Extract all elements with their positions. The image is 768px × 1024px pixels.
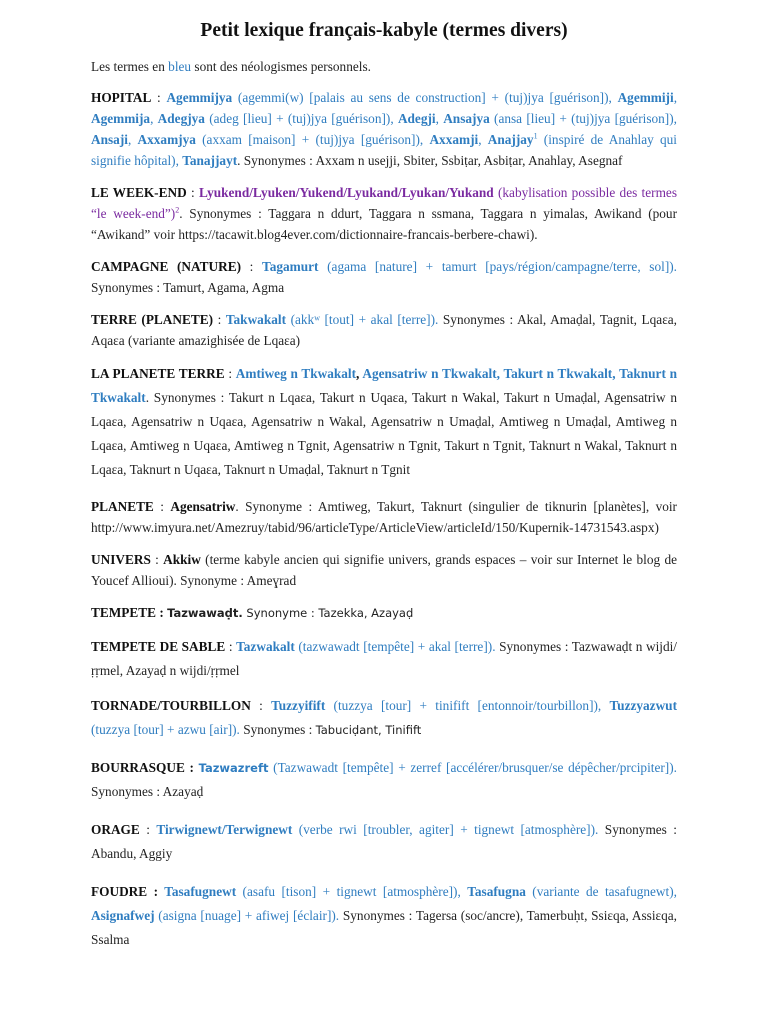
etymology: (adeg [lieu] + (tuj)jya [guérison]), <box>204 111 398 126</box>
synonyms-label: Synonymes : <box>239 722 316 737</box>
separator: : <box>139 822 157 837</box>
separator: : <box>250 698 272 713</box>
separator: : <box>241 259 263 274</box>
neologism: Tazwakalt <box>236 639 295 654</box>
headword: BOURRASQUE : <box>91 760 199 775</box>
headword: TEMPETE DE SABLE <box>91 639 226 654</box>
intro-paragraph <box>91 56 677 77</box>
neologism: Tirwignewt/Terwignewt <box>156 822 293 837</box>
headword: TEMPETE : <box>91 605 168 620</box>
intro-text: Les termes en <box>91 59 169 74</box>
synonyms: . Synonyme : Amtiweg, Takurt, Taknurt (singulier de tiknurin [planètes], voir http://www.imyura.net/Amezruy/tabid/96/articleType/ArticleView/articleId/150/Kupernik-14731543.aspx) <box>91 499 677 535</box>
neologism: Agensatriw n Tkwakalt <box>362 366 497 381</box>
neologism: Adegji <box>397 111 436 126</box>
headword: LE WEEK-END <box>91 185 187 200</box>
etymology: (asafu [tison] + tignewt [atmosphère]), <box>236 884 468 899</box>
etymology: (asigna [nuage] + afiwej [éclair]). <box>154 908 340 923</box>
separator: , <box>478 132 488 147</box>
neologism: Amtiweg n Tkwakalt <box>235 366 357 381</box>
synonyms: . Synonymes : Taggara n ddurt, Taggara n ssmana, Taggara n yimalas, Awikand (pour “Awikand” voir https://tacawit.blog4ever.com/dictionnaire-francais-berbere-chawi). <box>91 206 677 242</box>
separator: : <box>153 499 171 514</box>
headword: CAMPAGNE (NATURE) <box>91 259 241 274</box>
headword: LA PLANETE TERRE <box>91 366 225 381</box>
entry-planete <box>91 496 677 538</box>
page-title: Petit lexique français-kabyle (termes divers) <box>200 20 568 41</box>
etymology: (tuzzya [tour] + tinifift [entonnoir/tourbillon]), <box>325 698 610 713</box>
synonyms: Synonymes : Akal, Amaḍal, Tagnit, Lqaɛa, Aqaɛa (variante amazighisée de Lqaɛa) <box>91 312 677 348</box>
separator: : <box>186 185 199 200</box>
neologism: Takurt n Tkwakalt <box>503 366 613 381</box>
term: Agensatriw <box>170 499 236 514</box>
separator: , <box>435 111 444 126</box>
etymology: (verbe rwi [troubler, agiter] + tignewt [atmosphère]). <box>292 822 599 837</box>
entry-hopital <box>91 87 677 171</box>
neologism: Agemmija <box>91 111 151 126</box>
etymology: (agemmi(w) [palais au sens de construction] + (tuj)jya [guérison]), <box>232 90 618 105</box>
headword: UNIVERS <box>91 552 151 567</box>
kabylisation-terms: Lyukend/Lyuken/Yukend/Lyukand/Lyukan/Yukand <box>198 185 494 200</box>
neologism: Tuzzyazwut <box>609 698 678 713</box>
entry-univers <box>91 549 677 591</box>
neologism: Anajjay <box>487 132 534 147</box>
headword: FOUDRE : <box>91 884 165 899</box>
neologism: Agemmijya <box>166 90 233 105</box>
separator: : <box>224 366 236 381</box>
headword: TERRE (PLANETE) <box>91 312 214 327</box>
entry-planete-terre <box>91 362 677 482</box>
intro-blue-word: bleu <box>168 59 192 74</box>
entry-bourrasque <box>91 756 677 804</box>
synonyms: (terme kabyle ancien qui signifie univers, grands espaces – voir sur Internet le blog de Youcef Allioui). Synonyme : Ameɣrad <box>91 552 677 588</box>
intro-text-end: sont des néologismes personnels. <box>191 59 371 74</box>
neologism: Tagamurt <box>262 259 319 274</box>
etymology: (Tazwawadt [tempête] + zerref [accélérer/brusquer/se dépêcher/prcipiter]). <box>268 760 677 775</box>
term: Tazwawaḍt. <box>167 606 243 620</box>
separator: : <box>225 639 237 654</box>
headword: HOPITAL <box>91 90 152 105</box>
etymology: (axxam [maison] + (tuj)jya [guérison]), <box>195 132 430 147</box>
headword: PLANETE <box>91 499 154 514</box>
separator: : <box>213 312 226 327</box>
entry-foudre <box>91 880 677 952</box>
entry-weekend <box>91 182 677 245</box>
entry-tornade <box>91 694 677 742</box>
neologism: Takwakalt <box>225 312 286 327</box>
neologism: Axxamji <box>429 132 479 147</box>
footnote-ref[interactable]: 2 <box>175 205 180 215</box>
entry-tempete-de-sable <box>91 635 677 683</box>
footnote-ref[interactable]: 1 <box>533 131 538 141</box>
neologism: Tuzzyifift <box>271 698 326 713</box>
neologism: Adegjya <box>157 111 205 126</box>
separator: , <box>150 111 158 126</box>
kabylisation-note: (kabylisation possible des termes “le week-end”) <box>91 185 678 221</box>
headword: ORAGE <box>91 822 140 837</box>
entry-campagne <box>91 256 677 298</box>
separator: , <box>496 366 504 381</box>
entry-terre <box>91 309 677 351</box>
separator: , <box>356 366 363 381</box>
etymology: (ansa [lieu] + (tuj)jya [guérison]), <box>489 111 677 126</box>
etymology: (tazwawadt [tempête] + akal [terre]). <box>294 639 496 654</box>
neologism: Agemmiji <box>617 90 674 105</box>
etymology: (agama [nature] + tamurt [pays/région/campagne/terre, sol]). <box>318 259 678 274</box>
neologism: Taknurt n Tkwakalt <box>91 366 678 405</box>
separator: : <box>151 90 167 105</box>
neologism: Ansajya <box>443 111 490 126</box>
etymology: (variante de tasafugnewt), <box>525 884 677 899</box>
etymology: (inspiré de Anahlay qui signifie hôpital), <box>91 132 677 168</box>
synonyms: Synonymes : Tamurt, Agama, Agma <box>91 280 285 295</box>
synonyms: Synonymes : Tazwawaḍt n wijdi/ṛṛmel, Azayaḍ n wijdi/ṛṛmel <box>91 639 677 678</box>
etymology: (tuzzya [tour] + azwu [air]). <box>91 722 240 737</box>
synonyms: Synonymes : Tagersa (soc/ancre), Tamerbuḥt, Ssiɛqa, Assiɛqa, Ssalma <box>91 908 677 947</box>
etymology: (akkʷ [tout] + akal [terre]). <box>286 312 439 327</box>
neologism: Tasafugna <box>467 884 526 899</box>
separator: , <box>612 366 620 381</box>
synonyms: Synonymes : Abandu, Aggiy <box>91 822 677 861</box>
separator: : <box>150 552 164 567</box>
synonyms: . Synonymes : Axxam n usejji, Sbiter, Ssbiṭar, Asbiṭar, Anahlay, Asegnaf <box>237 153 623 168</box>
neologism: Tazwazreft <box>198 761 269 775</box>
separator: , <box>673 90 678 105</box>
separator: , <box>127 132 138 147</box>
synonyms: Tabuciḍant, Tinifift <box>315 723 422 737</box>
neologism: Ansaji <box>91 132 128 147</box>
synonyms: Synonymes : Azayaḍ <box>91 784 204 799</box>
neologism: Asignafwej <box>91 908 155 923</box>
headword: TORNADE/TOURBILLON <box>91 698 251 713</box>
neologism: Tanajjayt <box>182 153 238 168</box>
term: Akkiw <box>163 552 201 567</box>
entry-tempete <box>91 602 677 624</box>
entry-orage <box>91 818 677 866</box>
synonyms: . Synonymes : Takurt n Lqaɛa, Takurt n Uqaɛa, Takurt n Wakal, Takurt n Umaḍal, Agensatriw n Lqaɛa, Agensatriw n Uqaɛa, Agensatriw n Wakal, Agensatriw n Umaḍal, Amtiweg n Umaḍal, Amtiweg n Lqaɛa, Amtiweg n Uqaɛa, Amtiweg n Tgnit, Agensatriw n Tgnit, Takurt n Tgnit, Taknurt n Wakal, Taknurt n Lqaɛa, Taknurt n Uqaɛa, Taknurt n Umaḍal, Taknurt n Tgnit <box>91 390 677 477</box>
neologism: Axxamjya <box>137 132 196 147</box>
neologism: Tasafugnewt <box>164 884 237 899</box>
synonyms: Synonyme : Tazekka, Azayaḍ <box>242 606 414 620</box>
